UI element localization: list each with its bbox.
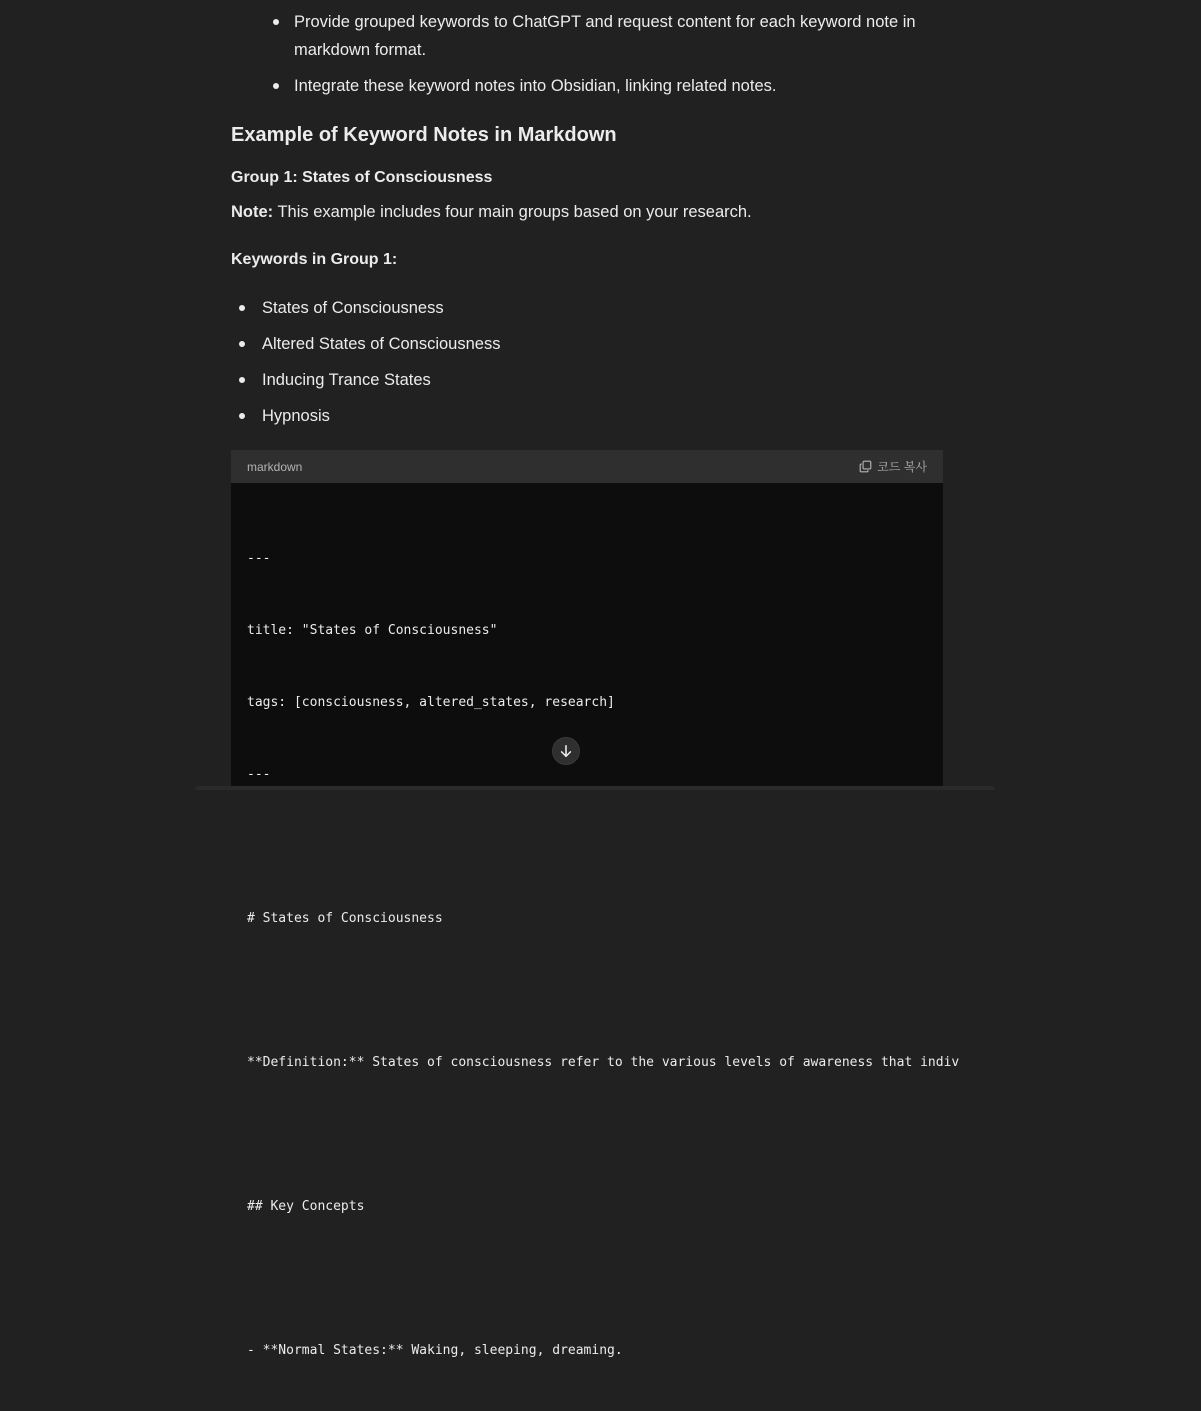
list-item: Integrate these keyword notes into Obsidian, linking related notes. [263, 72, 943, 100]
code-line [247, 1267, 927, 1291]
code-language-label: markdown [247, 459, 303, 474]
section-heading: Example of Keyword Notes in Markdown [231, 124, 617, 146]
code-body[interactable] [231, 483, 960, 1411]
code-line: - **Normal States:** Waking, sleeping, dreaming. [247, 1343, 623, 1358]
group-title: Group 1: States of Consciousness [231, 169, 493, 186]
code-line: title: "States of Consciousness" [247, 623, 498, 638]
intro-bullet-list [263, 8, 943, 108]
code-line: --- [247, 551, 271, 566]
copy-code-button[interactable] [859, 458, 927, 475]
code-line [247, 1123, 927, 1147]
list-item: Provide grouped keywords to ChatGPT and request content for each keyword note in markdown format. [263, 8, 943, 64]
code-line: **Definition:** States of consciousness refer to the various levels of awareness that indiv [247, 1055, 960, 1070]
code-line: tags: [consciousness, altered_states, research] [247, 695, 615, 710]
list-item: Inducing Trance States [231, 366, 831, 394]
code-line: # States of Consciousness [247, 911, 443, 926]
arrow-down-icon [559, 744, 573, 758]
code-line: ## Key Concepts [247, 1199, 365, 1214]
note-text: This example includes four main groups based on your research. [273, 203, 752, 221]
keyword-list [231, 294, 831, 438]
note-paragraph [231, 201, 752, 223]
copy-code-label: 코드 복사 [877, 460, 927, 474]
list-item: States of Consciousness [231, 294, 831, 322]
code-header [231, 450, 943, 483]
list-item: Hypnosis [231, 402, 831, 430]
keywords-title: Keywords in Group 1: [231, 251, 398, 268]
code-line [247, 979, 927, 1003]
code-block [231, 450, 960, 1358]
scroll-to-bottom-button[interactable] [552, 737, 580, 765]
copy-icon [859, 460, 872, 473]
note-label: Note: [231, 203, 274, 221]
code-line: --- [247, 767, 271, 782]
list-item: Altered States of Consciousness [231, 330, 831, 358]
composer-top-edge [195, 786, 995, 790]
code-line [247, 835, 927, 859]
